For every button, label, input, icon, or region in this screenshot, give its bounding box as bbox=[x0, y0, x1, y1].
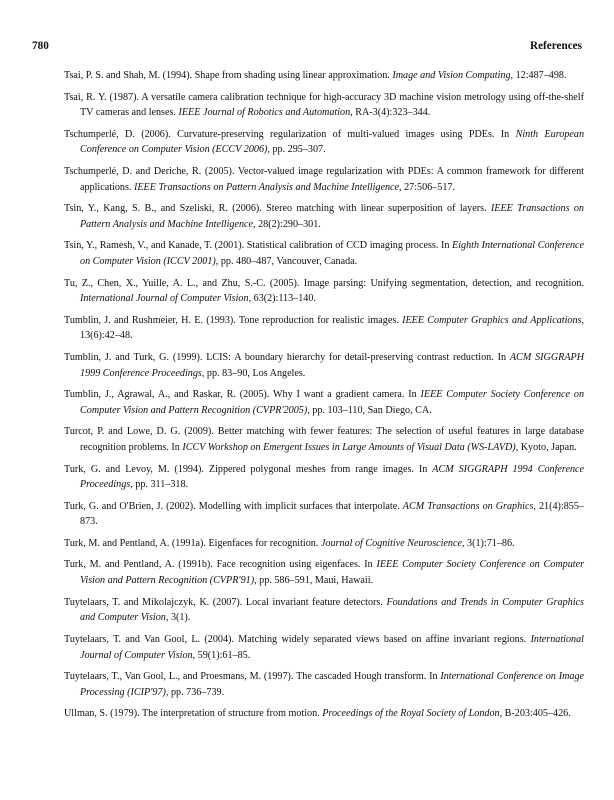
reference-text: Tsai, P. S. and Shah, M. (1994). Shape from shading using linear approximation. bbox=[64, 70, 393, 81]
reference-entry bbox=[64, 387, 584, 418]
reference-entry bbox=[64, 706, 584, 722]
reference-venue: ACM Transactions on Graphics bbox=[402, 500, 534, 512]
reference-text: Tuytelaars, T. and Van Gool, L. (2004). Matching widely separated views based on affine invariant regions. bbox=[64, 633, 531, 645]
reference-venue: Foundations and Trends in Computer Graphics and Computer Vision bbox=[80, 596, 584, 624]
reference-text: Tschumperlé, D. and Deriche, R. (2005). Vector-valued image regularization with PDEs: A common framework for different applications. bbox=[64, 165, 584, 193]
reference-entry bbox=[64, 595, 584, 626]
reference-list bbox=[64, 68, 584, 728]
reference-entry bbox=[64, 499, 584, 530]
reference-venue: IEEE Computer Graphics and Applications bbox=[402, 314, 582, 326]
reference-text: Tumblin, J. and Rushmeier, H. E. (1993). Tone reproduction for realistic images. bbox=[64, 314, 403, 326]
reference-entry bbox=[64, 127, 584, 158]
reference-venue: ACM SIGGRAPH 1999 Conference Proceedings bbox=[80, 351, 585, 379]
reference-text: Turcot, P. and Lowe, D. G. (2009). Better matching with fewer features: The selection of useful features in large database recognition problems. In bbox=[64, 426, 584, 454]
page-header bbox=[32, 40, 582, 56]
reference-text: Turk, M. and Pentland, A. (1991b). Face recognition using eigenfaces. In bbox=[64, 559, 377, 571]
running-title: References bbox=[530, 40, 582, 52]
reference-details: , 63(2):113–140. bbox=[248, 293, 316, 305]
reference-details: , 12:487–498. bbox=[510, 70, 567, 81]
reference-entry bbox=[64, 424, 584, 455]
reference-text: Tumblin, J., Agrawal, A., and Raskar, R. (2005). Why I want a gradient camera. In bbox=[64, 389, 421, 401]
reference-details: , pp. 586–591, Maui, Hawaii. bbox=[254, 575, 374, 587]
reference-details: , 28(2):290–301. bbox=[253, 218, 321, 230]
reference-venue: IEEE Transactions on Pattern Analysis and Machine Intelligence bbox=[134, 181, 399, 193]
reference-venue: IEEE Computer Society Conference on Computer Vision and Pattern Recognition (CVPR'91) bbox=[80, 559, 585, 587]
reference-details: , pp. 83–90, Los Angeles. bbox=[201, 367, 306, 379]
reference-entry bbox=[64, 313, 584, 344]
reference-venue: IEEE Journal of Robotics and Automation bbox=[178, 107, 351, 119]
reference-entry bbox=[64, 201, 584, 232]
reference-text: Tschumperlé, D. (2006). Curvature-preserving regularization of multi-valued images using PDEs. In bbox=[64, 128, 516, 140]
reference-venue: IEEE Transactions on Pattern Analysis and Machine Intelligence bbox=[80, 203, 584, 230]
reference-text: Tuytelaars, T., Van Gool, L., and Proesmans, M. (1997). The cascaded Hough transform. In bbox=[64, 671, 441, 683]
reference-venue: Ninth European Conference on Computer Vision (ECCV 2006) bbox=[80, 128, 585, 156]
reference-details: , 13(6):42–48. bbox=[80, 314, 584, 342]
reference-details: , pp. 295–307. bbox=[267, 144, 326, 156]
reference-details: , B-203:405–426. bbox=[499, 708, 571, 720]
reference-text: Tsin, Y., Ramesh, V., and Kanade, T. (2001). Statistical calibration of CCD imaging process. In bbox=[64, 240, 453, 252]
reference-details: , RA-3(4):323–344. bbox=[350, 107, 431, 119]
reference-text: Turk, G. and Levoy, M. (1994). Zippered polygonal meshes from range images. In bbox=[64, 463, 433, 475]
reference-entry bbox=[64, 669, 584, 700]
reference-details: , pp. 736–739. bbox=[165, 686, 225, 698]
reference-details: , 3(1):71–86. bbox=[461, 537, 515, 549]
reference-text: Ullman, S. (1979). The interpretation of structure from motion. bbox=[64, 708, 323, 720]
reference-details: , pp. 311–318. bbox=[130, 479, 189, 491]
reference-text: Tsai, R. Y. (1987). A versatile camera calibration technique for high-accuracy 3D machine vision metrology using off-the-shelf TV cameras and lenses. bbox=[64, 91, 584, 119]
reference-entry bbox=[64, 632, 584, 663]
reference-entry bbox=[64, 536, 584, 552]
reference-venue: International Journal of Computer Vision bbox=[80, 633, 584, 661]
reference-text: Turk, G. and O'Brien, J. (2002). Modelling with implicit surfaces that interpolate. bbox=[64, 500, 403, 512]
reference-venue: International Conference on Image Processing (ICIP'97) bbox=[80, 671, 584, 698]
reference-entry bbox=[64, 68, 584, 84]
reference-text: Tu, Z., Chen, X., Yuille, A. L., and Zhu, S.-C. (2005). Image parsing: Unifying segmentation, detection, and recognition. bbox=[64, 277, 584, 289]
reference-entry bbox=[64, 557, 584, 588]
reference-entry bbox=[64, 90, 584, 121]
reference-venue: Eighth International Conference on Computer Vision (ICCV 2001) bbox=[80, 240, 584, 268]
reference-venue: Proceedings of the Royal Society of London bbox=[322, 708, 500, 720]
reference-text: Tuytelaars, T. and Mikolajczyk, K. (2007). Local invariant feature detectors. bbox=[64, 596, 387, 608]
reference-text: Tumblin, J. and Turk, G. (1999). LCIS: A boundary hierarchy for detail-preserving contrast reduction. In bbox=[64, 351, 510, 363]
reference-venue: ACM SIGGRAPH 1994 Conference Proceedings bbox=[80, 463, 584, 491]
reference-venue: IEEE Computer Society Conference on Computer Vision and Pattern Recognition (CVPR'2005) bbox=[80, 389, 585, 416]
reference-text: Tsin, Y., Kang, S. B., and Szeliski, R. (2006). Stereo matching with linear superposition of layers. bbox=[64, 203, 491, 215]
reference-venue: ICCV Workshop on Emergent Issues in Large Amounts of Visual Data (WS-LAVD) bbox=[182, 442, 516, 454]
reference-entry bbox=[64, 276, 584, 307]
reference-venue: Journal of Cognitive Neuroscience bbox=[320, 537, 462, 549]
reference-details: , 27:506–517. bbox=[399, 181, 455, 193]
reference-venue: International Journal of Computer Vision bbox=[80, 293, 249, 305]
reference-details: , pp. 480–487, Vancouver, Canada. bbox=[215, 256, 358, 268]
reference-venue: Image and Vision Computing bbox=[392, 70, 511, 81]
reference-entry bbox=[64, 164, 584, 195]
reference-details: , 21(4):855–873. bbox=[80, 500, 584, 528]
reference-entry bbox=[64, 462, 584, 493]
reference-details: , Kyoto, Japan. bbox=[515, 442, 577, 454]
reference-details: , 3(1). bbox=[165, 612, 191, 624]
page-number: 780 bbox=[32, 40, 49, 52]
reference-entry bbox=[64, 350, 584, 381]
reference-entry bbox=[64, 238, 584, 269]
reference-details: , 59(1):61–85. bbox=[192, 649, 251, 661]
reference-text: Turk, M. and Pentland, A. (1991a). Eigenfaces for recognition. bbox=[64, 537, 321, 549]
reference-details: , pp. 103–110, San Diego, CA. bbox=[307, 404, 432, 416]
